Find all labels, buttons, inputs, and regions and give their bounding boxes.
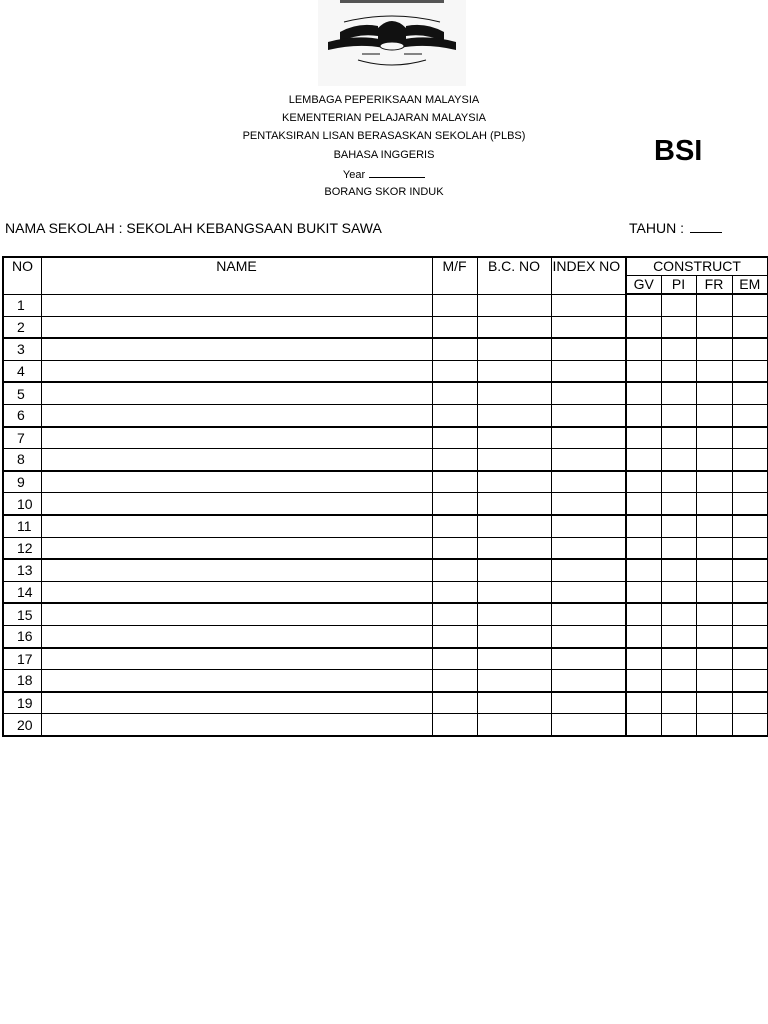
em-score-cell[interactable] (732, 648, 768, 670)
name-cell[interactable] (41, 625, 432, 647)
row-number: 20 (3, 714, 41, 736)
mf-cell[interactable] (432, 603, 477, 625)
pi-score-cell[interactable] (661, 670, 696, 692)
table-row (3, 382, 768, 404)
name-cell[interactable] (41, 559, 432, 581)
em-score-cell[interactable] (732, 493, 768, 515)
pi-score-cell[interactable] (661, 493, 696, 515)
table-row (3, 603, 768, 625)
col-header-fr: FR (696, 276, 732, 295)
header-line-form: BORANG SKOR INDUK (324, 186, 444, 198)
header-line-subject: BAHASA INGGERIS (333, 149, 435, 161)
col-header-name: NAME (41, 257, 432, 294)
year-blank-field[interactable] (369, 167, 425, 178)
table-row (3, 427, 768, 449)
tahun-blank-field[interactable] (690, 220, 722, 233)
gv-score-cell[interactable] (626, 537, 661, 559)
mf-cell[interactable] (432, 581, 477, 603)
row-number: 7 (3, 427, 41, 449)
gv-score-cell[interactable] (626, 714, 661, 736)
table-row (3, 692, 768, 714)
mf-cell[interactable] (432, 338, 477, 360)
row-number: 9 (3, 471, 41, 493)
fr-score-cell[interactable] (696, 714, 732, 736)
school-name-line: NAMA SEKOLAH : SEKOLAH KEBANGSAAN BUKIT SAWA (5, 220, 382, 236)
row-number: 15 (3, 603, 41, 625)
em-score-cell[interactable] (732, 692, 768, 714)
index-no-cell[interactable] (551, 537, 626, 559)
row-number: 2 (3, 316, 41, 338)
em-score-cell[interactable] (732, 449, 768, 471)
mf-cell[interactable] (432, 360, 477, 382)
row-number: 16 (3, 625, 41, 647)
gv-score-cell[interactable] (626, 648, 661, 670)
row-number: 1 (3, 294, 41, 316)
name-cell[interactable] (41, 427, 432, 449)
row-number: 6 (3, 404, 41, 426)
index-no-cell[interactable] (551, 581, 626, 603)
mf-cell[interactable] (432, 670, 477, 692)
col-header-bc-no: B.C. NO (477, 257, 551, 294)
table-row (3, 471, 768, 493)
score-table-body (3, 294, 768, 736)
bc-no-cell[interactable] (477, 581, 551, 603)
table-row (3, 670, 768, 692)
fr-score-cell[interactable] (696, 471, 732, 493)
row-number: 18 (3, 670, 41, 692)
index-no-cell[interactable] (551, 360, 626, 382)
table-row (3, 449, 768, 471)
year-label: Year (342, 169, 366, 181)
fr-score-cell[interactable] (696, 692, 732, 714)
fr-score-cell[interactable] (696, 581, 732, 603)
bc-no-cell[interactable] (477, 316, 551, 338)
gv-score-cell[interactable] (626, 316, 661, 338)
em-score-cell[interactable] (732, 316, 768, 338)
bc-no-cell[interactable] (477, 404, 551, 426)
index-no-cell[interactable] (551, 493, 626, 515)
index-no-cell[interactable] (551, 648, 626, 670)
pi-score-cell[interactable] (661, 515, 696, 537)
index-no-cell[interactable] (551, 603, 626, 625)
em-score-cell[interactable] (732, 559, 768, 581)
fr-score-cell[interactable] (696, 404, 732, 426)
table-row (3, 559, 768, 581)
name-cell[interactable] (41, 493, 432, 515)
col-header-em: EM (732, 276, 768, 295)
pi-score-cell[interactable] (661, 294, 696, 316)
pi-score-cell[interactable] (661, 427, 696, 449)
header-line-ministry: KEMENTERIAN PELAJARAN MALAYSIA (282, 112, 486, 124)
name-cell[interactable] (41, 338, 432, 360)
index-no-cell[interactable] (551, 449, 626, 471)
index-no-cell[interactable] (551, 294, 626, 316)
row-number: 19 (3, 692, 41, 714)
name-cell[interactable] (41, 515, 432, 537)
index-no-cell[interactable] (551, 670, 626, 692)
table-row (3, 404, 768, 426)
em-score-cell[interactable] (732, 404, 768, 426)
fr-score-cell[interactable] (696, 515, 732, 537)
em-score-cell[interactable] (732, 714, 768, 736)
table-row (3, 625, 768, 647)
name-cell[interactable] (41, 316, 432, 338)
col-header-gv: GV (626, 276, 661, 295)
name-cell[interactable] (41, 449, 432, 471)
index-no-cell[interactable] (551, 515, 626, 537)
col-header-construct: CONSTRUCT (626, 257, 768, 276)
bc-no-cell[interactable] (477, 537, 551, 559)
fr-score-cell[interactable] (696, 537, 732, 559)
mf-cell[interactable] (432, 404, 477, 426)
fr-score-cell[interactable] (696, 338, 732, 360)
mf-cell[interactable] (432, 537, 477, 559)
bc-no-cell[interactable] (477, 515, 551, 537)
bc-no-cell[interactable] (477, 648, 551, 670)
col-header-index-no: INDEX NO (551, 257, 626, 294)
score-table (2, 256, 768, 737)
pi-score-cell[interactable] (661, 338, 696, 360)
name-cell[interactable] (41, 382, 432, 404)
gv-score-cell[interactable] (626, 581, 661, 603)
name-cell[interactable] (41, 692, 432, 714)
pi-score-cell[interactable] (661, 360, 696, 382)
row-number: 11 (3, 515, 41, 537)
bc-no-cell[interactable] (477, 449, 551, 471)
em-score-cell[interactable] (732, 338, 768, 360)
mf-cell[interactable] (432, 427, 477, 449)
gv-score-cell[interactable] (626, 559, 661, 581)
fr-score-cell[interactable] (696, 493, 732, 515)
mf-cell[interactable] (432, 625, 477, 647)
em-score-cell[interactable] (732, 427, 768, 449)
row-number: 14 (3, 581, 41, 603)
table-row (3, 714, 768, 736)
bc-no-cell[interactable] (477, 714, 551, 736)
em-score-cell[interactable] (732, 670, 768, 692)
table-row (3, 537, 768, 559)
bc-no-cell[interactable] (477, 360, 551, 382)
index-no-cell[interactable] (551, 404, 626, 426)
gv-score-cell[interactable] (626, 471, 661, 493)
row-number: 12 (3, 537, 41, 559)
form-code: BSI (654, 135, 703, 167)
fr-score-cell[interactable] (696, 603, 732, 625)
mf-cell[interactable] (432, 714, 477, 736)
bc-no-cell[interactable] (477, 603, 551, 625)
table-row (3, 493, 768, 515)
name-cell[interactable] (41, 471, 432, 493)
table-row (3, 648, 768, 670)
gv-score-cell[interactable] (626, 515, 661, 537)
name-cell[interactable] (41, 537, 432, 559)
tahun-field (629, 219, 722, 237)
gv-score-cell[interactable] (626, 427, 661, 449)
em-score-cell[interactable] (732, 382, 768, 404)
name-cell[interactable] (41, 714, 432, 736)
index-no-cell[interactable] (551, 625, 626, 647)
row-number: 10 (3, 493, 41, 515)
name-cell[interactable] (41, 648, 432, 670)
fr-score-cell[interactable] (696, 382, 732, 404)
pi-score-cell[interactable] (661, 404, 696, 426)
name-cell[interactable] (41, 581, 432, 603)
em-score-cell[interactable] (732, 294, 768, 316)
mf-cell[interactable] (432, 493, 477, 515)
gv-score-cell[interactable] (626, 603, 661, 625)
fr-score-cell[interactable] (696, 559, 732, 581)
col-header-pi: PI (661, 276, 696, 295)
bc-no-cell[interactable] (477, 670, 551, 692)
pi-score-cell[interactable] (661, 692, 696, 714)
name-cell[interactable] (41, 360, 432, 382)
name-cell[interactable] (41, 294, 432, 316)
header-year (0, 167, 768, 182)
bc-no-cell[interactable] (477, 625, 551, 647)
table-row (3, 581, 768, 603)
mf-cell[interactable] (432, 515, 477, 537)
bc-no-cell[interactable] (477, 559, 551, 581)
pi-score-cell[interactable] (661, 625, 696, 647)
table-row (3, 316, 768, 338)
index-no-cell[interactable] (551, 382, 626, 404)
pi-score-cell[interactable] (661, 714, 696, 736)
logo-emblem-icon (318, 0, 466, 86)
pi-score-cell[interactable] (661, 449, 696, 471)
bc-no-cell[interactable] (477, 493, 551, 515)
mf-cell[interactable] (432, 648, 477, 670)
gv-score-cell[interactable] (626, 449, 661, 471)
bc-no-cell[interactable] (477, 427, 551, 449)
bc-no-cell[interactable] (477, 382, 551, 404)
row-number: 8 (3, 449, 41, 471)
gv-score-cell[interactable] (626, 294, 661, 316)
mf-cell[interactable] (432, 692, 477, 714)
row-number: 5 (3, 382, 41, 404)
fr-score-cell[interactable] (696, 670, 732, 692)
em-score-cell[interactable] (732, 537, 768, 559)
gv-score-cell[interactable] (626, 692, 661, 714)
pi-score-cell[interactable] (661, 471, 696, 493)
gv-score-cell[interactable] (626, 360, 661, 382)
index-no-cell[interactable] (551, 692, 626, 714)
pi-score-cell[interactable] (661, 648, 696, 670)
fr-score-cell[interactable] (696, 316, 732, 338)
tahun-label: TAHUN : (629, 220, 684, 236)
pi-score-cell[interactable] (661, 603, 696, 625)
header-line-board: LEMBAGA PEPERIKSAAN MALAYSIA (288, 94, 480, 106)
index-no-cell[interactable] (551, 471, 626, 493)
mf-cell[interactable] (432, 471, 477, 493)
row-number: 4 (3, 360, 41, 382)
fr-score-cell[interactable] (696, 648, 732, 670)
bc-no-cell[interactable] (477, 471, 551, 493)
table-row (3, 294, 768, 316)
bc-no-cell[interactable] (477, 338, 551, 360)
col-header-mf: M/F (432, 257, 477, 294)
table-row (3, 515, 768, 537)
mf-cell[interactable] (432, 382, 477, 404)
col-header-no: NO (3, 257, 41, 294)
mf-cell[interactable] (432, 559, 477, 581)
header-line-assessment: PENTAKSIRAN LISAN BERASASKAN SEKOLAH (PLBS) (242, 130, 526, 142)
index-no-cell[interactable] (551, 559, 626, 581)
index-no-cell[interactable] (551, 316, 626, 338)
mf-cell[interactable] (432, 449, 477, 471)
em-score-cell[interactable] (732, 515, 768, 537)
fr-score-cell[interactable] (696, 625, 732, 647)
mf-cell[interactable] (432, 316, 477, 338)
index-no-cell[interactable] (551, 338, 626, 360)
bc-no-cell[interactable] (477, 294, 551, 316)
gv-score-cell[interactable] (626, 338, 661, 360)
gv-score-cell[interactable] (626, 382, 661, 404)
gv-score-cell[interactable] (626, 625, 661, 647)
pi-score-cell[interactable] (661, 537, 696, 559)
fr-score-cell[interactable] (696, 449, 732, 471)
bc-no-cell[interactable] (477, 692, 551, 714)
fr-score-cell[interactable] (696, 427, 732, 449)
em-score-cell[interactable] (732, 625, 768, 647)
row-number: 17 (3, 648, 41, 670)
pi-score-cell[interactable] (661, 382, 696, 404)
gv-score-cell[interactable] (626, 670, 661, 692)
em-score-cell[interactable] (732, 471, 768, 493)
name-cell[interactable] (41, 670, 432, 692)
table-row (3, 338, 768, 360)
name-cell[interactable] (41, 404, 432, 426)
fr-score-cell[interactable] (696, 360, 732, 382)
fr-score-cell[interactable] (696, 294, 732, 316)
index-no-cell[interactable] (551, 427, 626, 449)
name-cell[interactable] (41, 603, 432, 625)
index-no-cell[interactable] (551, 714, 626, 736)
row-number: 3 (3, 338, 41, 360)
table-row (3, 360, 768, 382)
em-score-cell[interactable] (732, 360, 768, 382)
gv-score-cell[interactable] (626, 404, 661, 426)
pi-score-cell[interactable] (661, 316, 696, 338)
row-number: 13 (3, 559, 41, 581)
lembaga-peperiksaan-logo (318, 0, 466, 86)
pi-score-cell[interactable] (661, 581, 696, 603)
pi-score-cell[interactable] (661, 559, 696, 581)
gv-score-cell[interactable] (626, 493, 661, 515)
mf-cell[interactable] (432, 294, 477, 316)
em-score-cell[interactable] (732, 581, 768, 603)
em-score-cell[interactable] (732, 603, 768, 625)
